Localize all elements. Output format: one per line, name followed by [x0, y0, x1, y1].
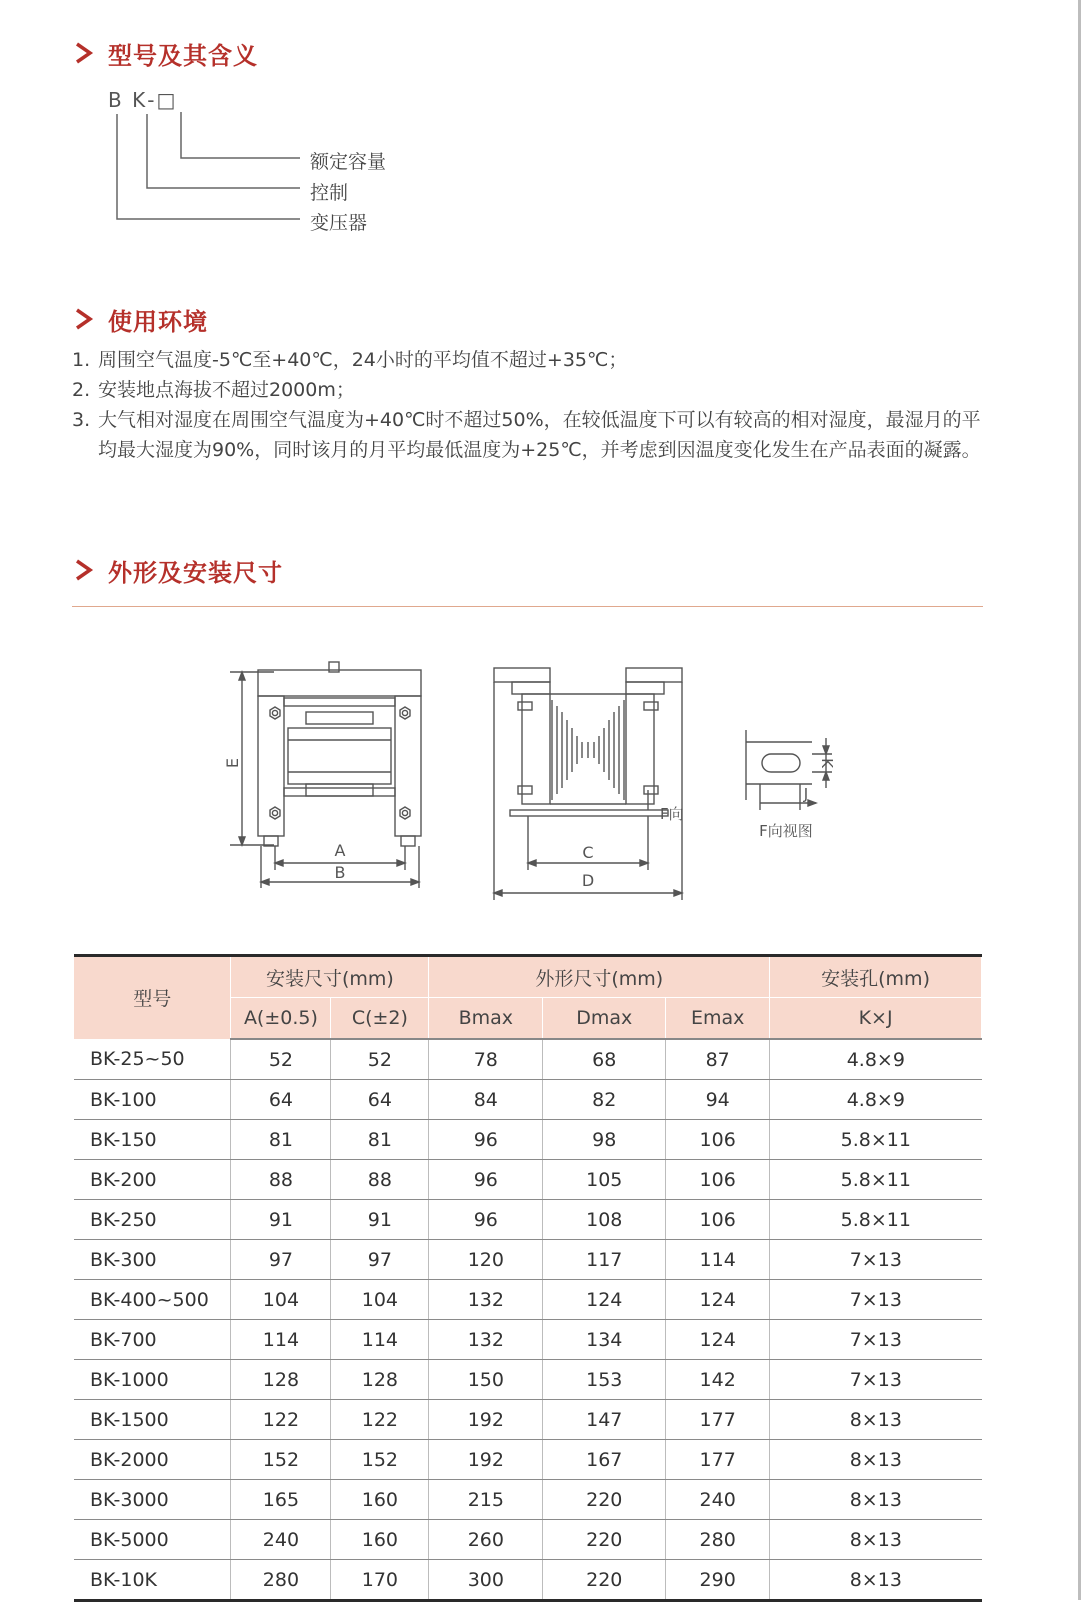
header-bmax: Bmax: [429, 998, 543, 1040]
cell-emax: 177: [666, 1400, 770, 1440]
table-row: [74, 1560, 982, 1601]
cell-bmax: 120: [429, 1240, 543, 1280]
table-row: [74, 1080, 982, 1120]
cell-a: 88: [231, 1160, 331, 1200]
cell-dmax: 134: [543, 1320, 666, 1360]
cell-c: 64: [331, 1080, 429, 1120]
table-row: [74, 1120, 982, 1160]
table-row: [74, 1240, 982, 1280]
header-mount-dims: 安装尺寸(mm): [231, 956, 429, 998]
label-c: C: [582, 843, 594, 862]
cell-bmax: 78: [429, 1039, 543, 1080]
cell-c: 104: [331, 1280, 429, 1320]
environment-list: [72, 345, 987, 465]
cell-bmax: 132: [429, 1280, 543, 1320]
header-dmax: Dmax: [543, 998, 666, 1040]
cell-c: 114: [331, 1320, 429, 1360]
cell-a: 97: [231, 1240, 331, 1280]
cell-emax: 87: [666, 1039, 770, 1080]
cell-kj: 5.8×11: [770, 1120, 982, 1160]
dimension-drawing: [0, 660, 1086, 900]
cell-c: 160: [331, 1520, 429, 1560]
cell-kj: 4.8×9: [770, 1039, 982, 1080]
cell-a: 122: [231, 1400, 331, 1440]
label-f-direction: F向: [660, 805, 684, 823]
chevron-right-icon: [72, 307, 96, 331]
table-row: [74, 1200, 982, 1240]
cell-dmax: 147: [543, 1400, 666, 1440]
label-e: E: [223, 757, 242, 769]
cell-emax: 114: [666, 1240, 770, 1280]
cell-emax: 142: [666, 1360, 770, 1400]
cell-model: BK-1000: [74, 1360, 231, 1400]
cell-bmax: 96: [429, 1160, 543, 1200]
front-view: [230, 662, 421, 888]
f-view-detail: [746, 730, 832, 810]
table-row: [74, 1520, 982, 1560]
cell-emax: 124: [666, 1280, 770, 1320]
cell-dmax: 98: [543, 1120, 666, 1160]
header-c: C(±2): [331, 998, 429, 1040]
header-outline-dims: 外形尺寸(mm): [429, 956, 770, 998]
cell-emax: 106: [666, 1120, 770, 1160]
cell-c: 160: [331, 1480, 429, 1520]
cell-emax: 177: [666, 1440, 770, 1480]
cell-a: 280: [231, 1560, 331, 1601]
cell-dmax: 82: [543, 1080, 666, 1120]
section-model-title: 型号及其含义: [108, 41, 258, 70]
cell-c: 152: [331, 1440, 429, 1480]
cell-kj: 8×13: [770, 1480, 982, 1520]
cell-bmax: 192: [429, 1440, 543, 1480]
cell-dmax: 153: [543, 1360, 666, 1400]
cell-a: 81: [231, 1120, 331, 1160]
chevron-right-icon: [72, 558, 96, 582]
table-row: [74, 1320, 982, 1360]
table-row: [74, 1360, 982, 1400]
table-row: [74, 1480, 982, 1520]
header-a: A(±0.5): [231, 998, 331, 1040]
cell-c: 170: [331, 1560, 429, 1601]
cell-c: 122: [331, 1400, 429, 1440]
cell-emax: 280: [666, 1520, 770, 1560]
cell-bmax: 192: [429, 1400, 543, 1440]
cell-a: 64: [231, 1080, 331, 1120]
cell-bmax: 300: [429, 1560, 543, 1601]
cell-c: 128: [331, 1360, 429, 1400]
cell-emax: 124: [666, 1320, 770, 1360]
cell-bmax: 96: [429, 1120, 543, 1160]
cell-a: 91: [231, 1200, 331, 1240]
cell-kj: 7×13: [770, 1240, 982, 1280]
cell-kj: 8×13: [770, 1520, 982, 1560]
cell-bmax: 150: [429, 1360, 543, 1400]
cell-emax: 94: [666, 1080, 770, 1120]
cell-c: 52: [331, 1039, 429, 1080]
label-d: D: [581, 871, 595, 890]
table-row: [74, 1440, 982, 1480]
label-rated-capacity: 额定容量: [310, 151, 387, 173]
model-code-dash: -: [147, 88, 157, 112]
label-k: K: [818, 758, 836, 768]
cell-dmax: 117: [543, 1240, 666, 1280]
cell-emax: 106: [666, 1160, 770, 1200]
label-control: 控制: [310, 182, 349, 204]
cell-a: 152: [231, 1440, 331, 1480]
header-model: 型号: [74, 956, 231, 1040]
section-dims-title: 外形及安装尺寸: [108, 558, 283, 587]
label-f-view-caption: F向视图: [759, 822, 813, 840]
cell-model: BK-200: [74, 1160, 231, 1200]
section-dims-heading: [72, 553, 283, 587]
cell-model: BK-700: [74, 1320, 231, 1360]
cell-model: BK-100: [74, 1080, 231, 1120]
label-a: A: [334, 841, 346, 860]
cell-dmax: 220: [543, 1520, 666, 1560]
cell-model: BK-25~50: [74, 1039, 231, 1080]
cell-kj: 5.8×11: [770, 1160, 982, 1200]
section-divider: [72, 606, 983, 607]
cell-model: BK-2000: [74, 1440, 231, 1480]
label-b: B: [334, 863, 346, 882]
cell-a: 240: [231, 1520, 331, 1560]
cell-emax: 240: [666, 1480, 770, 1520]
cell-kj: 7×13: [770, 1360, 982, 1400]
cell-bmax: 96: [429, 1200, 543, 1240]
cell-a: 52: [231, 1039, 331, 1080]
cell-bmax: 84: [429, 1080, 543, 1120]
cell-a: 104: [231, 1280, 331, 1320]
cell-bmax: 132: [429, 1320, 543, 1360]
section-env-title: 使用环境: [108, 307, 208, 336]
cell-kj: 7×13: [770, 1320, 982, 1360]
cell-a: 114: [231, 1320, 331, 1360]
cell-model: BK-10K: [74, 1560, 231, 1601]
table-row: [74, 1280, 982, 1320]
label-transformer: 变压器: [310, 212, 368, 234]
cell-model: BK-300: [74, 1240, 231, 1280]
cell-model: BK-1500: [74, 1400, 231, 1440]
cell-model: BK-250: [74, 1200, 231, 1240]
section-env-heading: [72, 302, 208, 336]
cell-c: 91: [331, 1200, 429, 1240]
environment-item: 1. 周围空气温度-5℃至+40℃，24小时的平均值不超过+35℃；: [72, 349, 628, 371]
cell-model: BK-3000: [74, 1480, 231, 1520]
cell-model: BK-5000: [74, 1520, 231, 1560]
table-row: [74, 1400, 982, 1440]
cell-bmax: 260: [429, 1520, 543, 1560]
cell-model: BK-400~500: [74, 1280, 231, 1320]
header-emax: Emax: [666, 998, 770, 1040]
header-kj: K×J: [770, 998, 982, 1040]
cell-kj: 4.8×9: [770, 1080, 982, 1120]
header-mount-hole: 安装孔(mm): [770, 956, 982, 998]
table-row: [74, 1160, 982, 1200]
cell-dmax: 68: [543, 1039, 666, 1080]
cell-dmax: 108: [543, 1200, 666, 1240]
cell-dmax: 105: [543, 1160, 666, 1200]
cell-kj: 8×13: [770, 1560, 982, 1601]
cell-emax: 290: [666, 1560, 770, 1601]
model-code-k: K: [132, 88, 148, 112]
cell-dmax: 124: [543, 1280, 666, 1320]
cell-a: 165: [231, 1480, 331, 1520]
cell-kj: 8×13: [770, 1440, 982, 1480]
cell-kj: 5.8×11: [770, 1200, 982, 1240]
cell-c: 81: [331, 1120, 429, 1160]
cell-model: BK-150: [74, 1120, 231, 1160]
cell-a: 128: [231, 1360, 331, 1400]
cell-dmax: 220: [543, 1480, 666, 1520]
label-j: J: [803, 785, 809, 803]
environment-item: 2. 安装地点海拔不超过2000m；: [72, 379, 355, 401]
cell-c: 88: [331, 1160, 429, 1200]
cell-bmax: 215: [429, 1480, 543, 1520]
cell-dmax: 167: [543, 1440, 666, 1480]
cell-kj: 7×13: [770, 1280, 982, 1320]
cell-emax: 106: [666, 1200, 770, 1240]
cell-c: 97: [331, 1240, 429, 1280]
cell-kj: 8×13: [770, 1400, 982, 1440]
model-code-b: B: [108, 88, 124, 112]
cell-dmax: 220: [543, 1560, 666, 1601]
specification-table: [74, 954, 982, 1602]
side-view: [494, 668, 682, 900]
model-code-box: □: [156, 88, 178, 112]
environment-item: 3. 大气相对湿度在周围空气温度为+40℃时不超过50%，在较低温度下可以有较高的相对湿度，最湿月的平均最大湿度为90%，同时该月的月平均最低温度为+25℃，并考虑到因温度变化发生在产品表面的凝露。: [72, 409, 981, 461]
table-row: [74, 1039, 982, 1080]
